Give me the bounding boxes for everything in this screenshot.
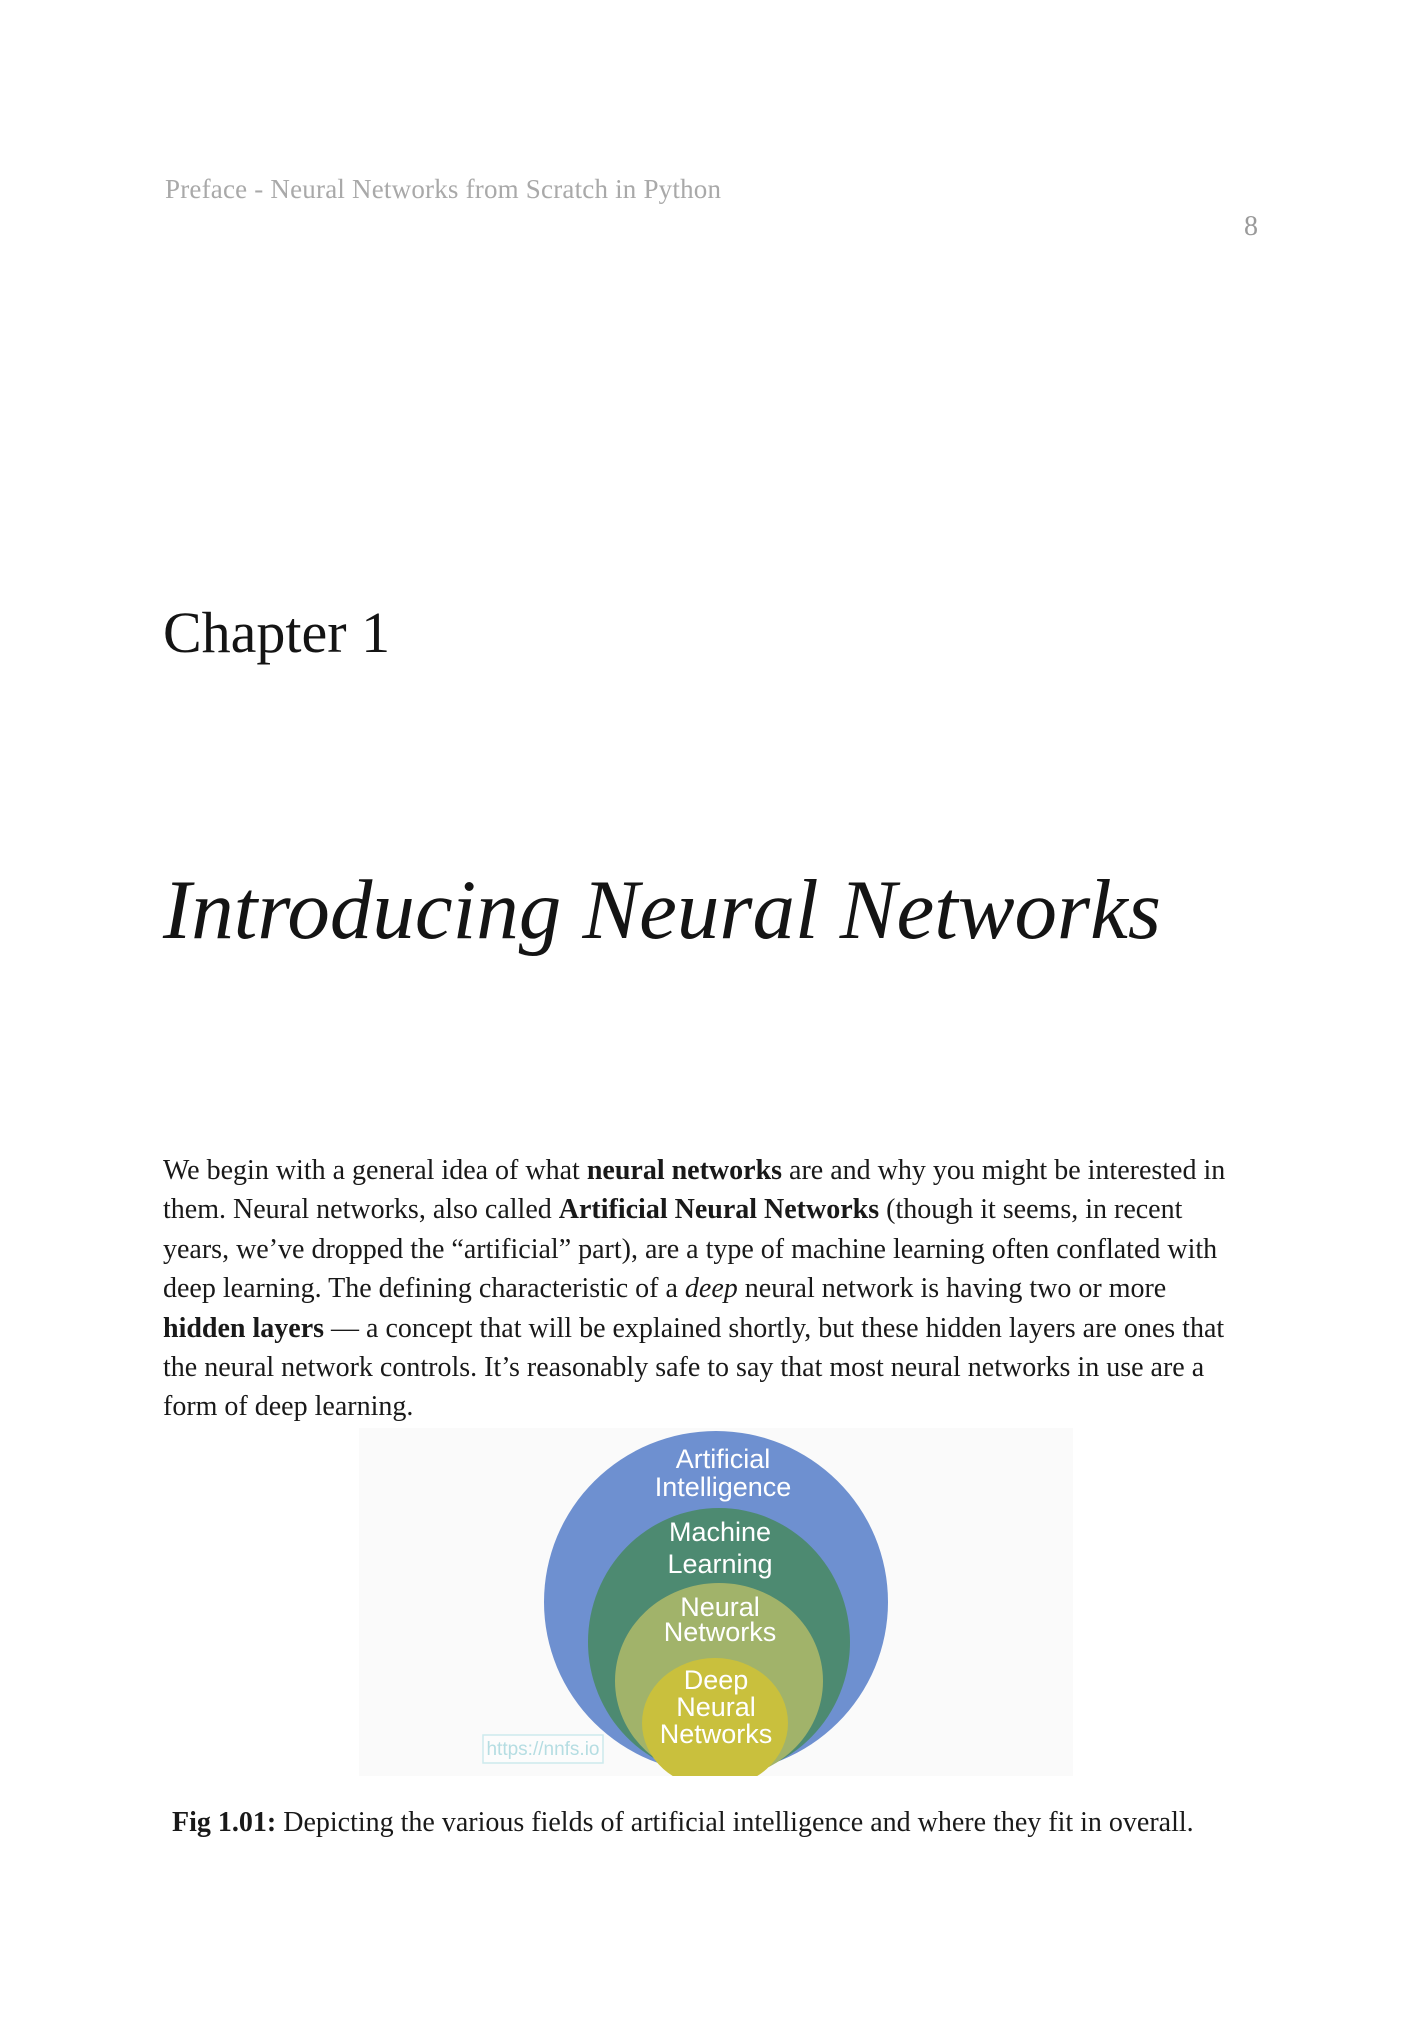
- figure-venn-diagram: [359, 1428, 1073, 1776]
- label-neural: Neural: [680, 1592, 760, 1622]
- label-machine: Machine: [668, 1517, 772, 1547]
- watermark-url: https://nnfs.io: [486, 1739, 600, 1760]
- body-line: years, we’ve dropped the “artificial” part), are a type of machine learning often conflated with: [163, 1233, 1218, 1265]
- label-deep: Deep: [683, 1665, 749, 1695]
- body-line: deep learning. The defining characteristic of a deep neural network is having two or more: [163, 1273, 1167, 1305]
- label-networks: Networks: [663, 1617, 777, 1647]
- body-paragraph: [163, 1151, 1323, 1427]
- body-line: the neural network controls. It’s reasonably safe to say that most neural networks in use are a: [163, 1352, 1205, 1384]
- chapter-heading: Chapter 1: [163, 600, 391, 665]
- body-line: We begin with a general idea of what neural networks are and why you might be interested in: [163, 1155, 1226, 1186]
- label-intelligence: Intelligence: [654, 1472, 792, 1502]
- label-learning: Learning: [667, 1549, 773, 1579]
- chapter-title: Introducing Neural Networks: [163, 863, 1161, 957]
- figure-caption: Fig 1.01: Depicting the various fields of artificial intelligence and where they fit in overall.: [172, 1807, 1194, 1838]
- label-artificial: Artificial: [675, 1444, 771, 1474]
- body-line: hidden layers — a concept that will be explained shortly, but these hidden layers are ones that: [163, 1312, 1225, 1344]
- page-number: 8: [1244, 211, 1258, 242]
- label-deep-networks: Networks: [659, 1719, 773, 1749]
- body-line: form of deep learning.: [163, 1391, 414, 1423]
- label-deep-neural: Neural: [676, 1692, 756, 1722]
- body-line: them. Neural networks, also called Artificial Neural Networks (though it seems, in recent: [163, 1194, 1183, 1226]
- running-header: Preface - Neural Networks from Scratch in Python: [165, 174, 722, 204]
- venn-diagram-svg: [359, 1428, 1073, 1776]
